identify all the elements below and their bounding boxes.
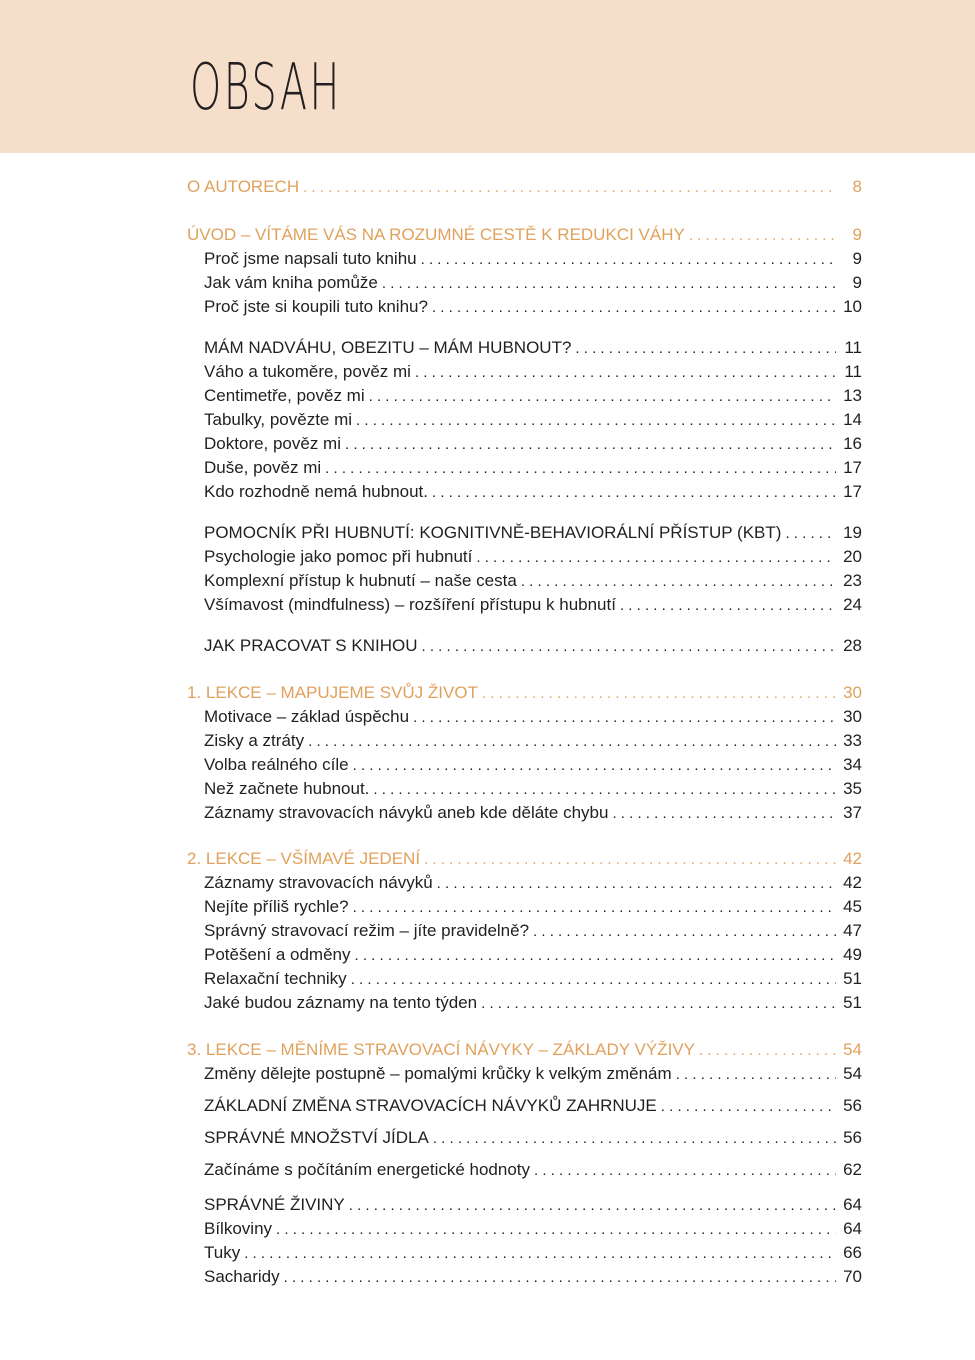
toc-entry-title: Než začnete hubnout.: [204, 779, 370, 798]
toc-page-number: 16: [843, 434, 862, 453]
toc-entry-title: Jak vám kniha pomůže: [204, 273, 378, 292]
toc-entry: [204, 778, 862, 801]
dot-leader: [244, 1243, 836, 1265]
toc-page-number: 17: [843, 482, 862, 501]
toc-entry: [204, 1063, 862, 1086]
toc-entry-title: O AUTORECH: [187, 177, 300, 196]
toc-entry-title: Potěšení a odměny: [204, 945, 351, 964]
toc-entry-title: Změny dělejte postupně – pomalými krůčky k velkým změnám: [204, 1064, 672, 1083]
toc-entry: [204, 546, 862, 569]
toc-entry: [204, 594, 862, 617]
toc-entry-title: Psychologie jako pomoc při hubnutí: [204, 547, 473, 566]
toc-page-number: 49: [843, 945, 862, 964]
toc-page-number: 8: [852, 177, 862, 196]
toc-page-number: 30: [843, 707, 862, 726]
toc-entry-title: Začínáme s počítáním energetické hodnoty: [204, 1160, 531, 1179]
toc-page-number: 54: [843, 1064, 862, 1083]
toc-entry-title: Motivace – základ úspěchu: [204, 707, 410, 726]
toc-entry: [204, 1266, 862, 1289]
toc-page-number: 19: [843, 523, 862, 542]
dot-leader: [369, 386, 836, 408]
toc-entry: [204, 1242, 862, 1265]
toc-page-number: 28: [843, 636, 862, 655]
toc-page-number: 51: [843, 993, 862, 1012]
toc-entry: [204, 920, 862, 943]
toc-entry-title: Centimetře, pověz mi: [204, 386, 365, 405]
toc-entry-title: ÚVOD – VÍTÁME VÁS NA ROZUMNÉ CESTĚ K REDUKCI VÁHY: [187, 225, 685, 244]
toc-page-number: 24: [843, 595, 862, 614]
toc-entry: [204, 272, 862, 295]
toc-page-number: 54: [843, 1040, 862, 1059]
toc-page-number: 62: [843, 1160, 862, 1179]
toc-entry-title: Zisky a ztráty: [204, 731, 305, 750]
toc-chapter-entry: [187, 224, 862, 247]
dot-leader: [433, 1128, 836, 1150]
dot-leader: [373, 779, 836, 801]
dot-leader: [415, 362, 836, 384]
dot-leader: [382, 273, 836, 295]
toc-page-number: 30: [843, 683, 862, 702]
toc-entry: [204, 570, 862, 593]
toc-entry-title: ZÁKLADNÍ ZMĚNA STRAVOVACÍCH NÁVYKŮ ZAHRNUJE: [204, 1096, 657, 1115]
toc-entry-title: Jaké budou záznamy na tento týden: [204, 993, 478, 1012]
dot-leader: [354, 945, 836, 967]
toc-page-number: 34: [843, 755, 862, 774]
toc-entry: [204, 385, 862, 408]
dot-leader: [276, 1219, 836, 1241]
toc-entry-title: 2. LEKCE – VŠÍMAVÉ JEDENÍ: [187, 849, 421, 868]
dot-leader: [437, 873, 836, 895]
toc-entry-title: Komplexní přístup k hubnutí – naše cesta: [204, 571, 517, 590]
toc-page-number: 70: [843, 1267, 862, 1286]
dot-leader: [785, 523, 836, 545]
toc-chapter-entry: [187, 682, 862, 705]
toc-page-number: 64: [843, 1195, 862, 1214]
toc-section-entry: [204, 337, 862, 360]
toc-entry: [204, 409, 862, 432]
toc-entry-title: MÁM NADVÁHU, OBEZITU – MÁM HUBNOUT?: [204, 338, 572, 357]
dot-leader: [422, 636, 837, 658]
toc-page-number: 11: [844, 362, 862, 381]
toc-entry: [204, 1159, 862, 1182]
dot-leader: [521, 571, 836, 593]
toc-entry-title: Tabulky, povězte mi: [204, 410, 353, 429]
dot-leader: [533, 921, 836, 943]
toc-page-number: 33: [843, 731, 862, 750]
dot-leader: [303, 177, 836, 199]
toc-entry: [204, 802, 862, 825]
dot-leader: [356, 410, 836, 432]
toc-entry-title: Záznamy stravovacích návyků: [204, 873, 433, 892]
dot-leader: [353, 897, 836, 919]
toc-page-number: 17: [843, 458, 862, 477]
toc-page-number: 35: [843, 779, 862, 798]
dot-leader: [476, 547, 836, 569]
toc-page-number: 64: [843, 1219, 862, 1238]
toc-entry-title: Proč jste si koupili tuto knihu?: [204, 297, 428, 316]
toc-entry: [204, 968, 862, 991]
toc-entry: [204, 872, 862, 895]
toc-page-number: 9: [852, 249, 862, 268]
toc-page-number: 45: [843, 897, 862, 916]
dot-leader: [345, 434, 836, 456]
toc-page-number: 56: [843, 1128, 862, 1147]
toc-entry-title: SPRÁVNÉ MNOŽSTVÍ JÍDLA: [204, 1128, 429, 1147]
toc-page-number: 10: [843, 297, 862, 316]
toc-entry-title: Proč jsme napsali tuto knihu: [204, 249, 417, 268]
toc-entry-title: POMOCNÍK PŘI HUBNUTÍ: KOGNITIVNĚ-BEHAVIORÁLNÍ PŘÍSTUP (KBT): [204, 523, 782, 542]
toc-entry-title: SPRÁVNÉ ŽIVINY: [204, 1195, 345, 1214]
toc-page-number: 13: [843, 386, 862, 405]
toc-entry: [204, 361, 862, 384]
dot-leader: [620, 595, 836, 617]
toc-entry-title: Relaxační techniky: [204, 969, 347, 988]
toc-page-number: 14: [843, 410, 862, 429]
toc-entry-title: Váho a tukoměre, pověz mi: [204, 362, 411, 381]
toc-entry: [204, 730, 862, 753]
dot-leader: [612, 803, 836, 825]
dot-leader: [308, 731, 836, 753]
toc-page-number: 66: [843, 1243, 862, 1262]
toc-entry-title: Správný stravovací režim – jíte pravidelně?: [204, 921, 530, 940]
toc-page-number: 56: [843, 1096, 862, 1115]
dot-leader: [482, 683, 836, 705]
toc-chapter-entry: [187, 848, 862, 871]
toc-entry: [204, 944, 862, 967]
dot-leader: [325, 458, 836, 480]
toc-entry-title: Všímavost (mindfulness) – rozšíření přístupu k hubnutí: [204, 595, 616, 614]
toc-entry: [204, 433, 862, 456]
dot-leader: [481, 993, 836, 1015]
dot-leader: [349, 1195, 836, 1217]
toc-page-number: 23: [843, 571, 862, 590]
dot-leader: [534, 1160, 836, 1182]
dot-leader: [699, 1040, 836, 1062]
dot-leader: [413, 707, 836, 729]
toc-page-number: 9: [852, 273, 862, 292]
toc-page-number: 37: [843, 803, 862, 822]
dot-leader: [421, 249, 836, 271]
toc-page-number: 42: [843, 849, 862, 868]
toc-entry: [204, 754, 862, 777]
dot-leader: [351, 969, 836, 991]
toc-entry: [204, 896, 862, 919]
toc-entry-title: Bílkoviny: [204, 1219, 273, 1238]
dot-leader: [432, 482, 836, 504]
toc-entry-title: Sacharidy: [204, 1267, 280, 1286]
dot-leader: [689, 225, 836, 247]
dot-leader: [575, 338, 836, 360]
toc-entry-title: Doktore, pověz mi: [204, 434, 341, 453]
toc-page-number: 9: [852, 225, 862, 244]
toc-entry: [204, 1218, 862, 1241]
toc-entry-title: 3. LEKCE – MĚNÍME STRAVOVACÍ NÁVYKY – ZÁKLADY VÝŽIVY: [187, 1040, 695, 1059]
toc-section-entry: [204, 1127, 862, 1150]
dot-leader: [676, 1064, 836, 1086]
toc-section-entry: [204, 635, 862, 658]
toc-entry: [204, 706, 862, 729]
toc-page-number: 20: [843, 547, 862, 566]
toc-page-number: 51: [843, 969, 862, 988]
toc-entry-title: Kdo rozhodně nemá hubnout.: [204, 482, 429, 501]
toc-section-entry: [204, 1095, 862, 1118]
toc-entry: [204, 457, 862, 480]
page-title: OBSAH: [190, 51, 342, 125]
toc-section-entry: [204, 522, 862, 545]
toc-entry-title: Tuky: [204, 1243, 241, 1262]
toc-entry-title: JAK PRACOVAT S KNIHOU: [204, 636, 418, 655]
toc-entry-title: Záznamy stravovacích návyků aneb kde děláte chybu: [204, 803, 609, 822]
dot-leader: [353, 755, 836, 777]
dot-leader: [661, 1096, 836, 1118]
dot-leader: [284, 1267, 836, 1289]
toc-entry: [204, 296, 862, 319]
toc-entry-title: 1. LEKCE – MAPUJEME SVŮJ ŽIVOT: [187, 683, 478, 702]
toc-page-number: 11: [844, 338, 862, 357]
dot-leader: [424, 849, 836, 871]
toc-entry-title: Volba reálného cíle: [204, 755, 349, 774]
toc-section-entry: [204, 1194, 862, 1217]
toc-page-number: 42: [843, 873, 862, 892]
dot-leader: [432, 297, 836, 319]
toc-chapter-entry: [187, 1039, 862, 1062]
toc-page-number: 47: [843, 921, 862, 940]
toc-entry: [204, 992, 862, 1015]
toc-entry: [204, 481, 862, 504]
toc-entry-title: Nejíte příliš rychle?: [204, 897, 349, 916]
toc-entry-title: Duše, pověz mi: [204, 458, 322, 477]
toc-chapter-entry: [187, 176, 862, 199]
toc-entry: [204, 248, 862, 271]
